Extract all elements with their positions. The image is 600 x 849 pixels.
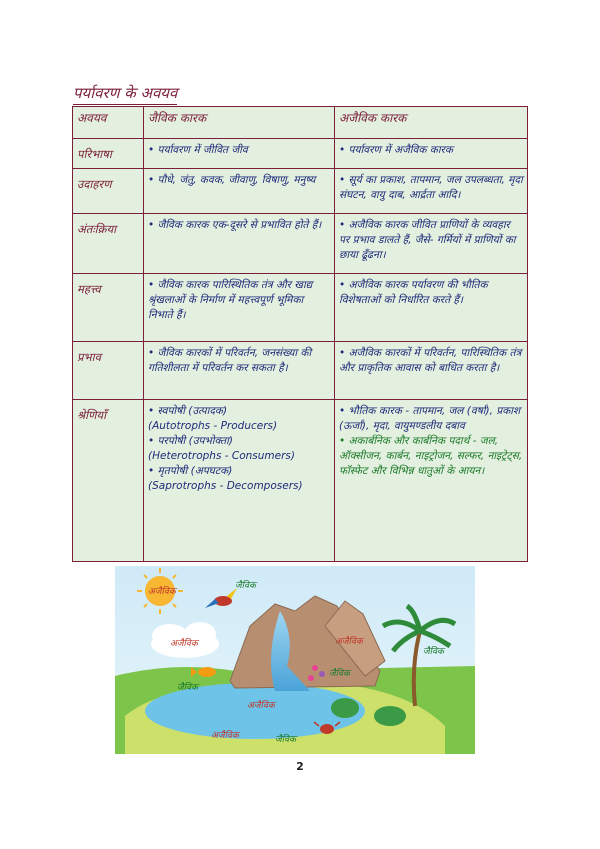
header-abiotic: अजैविक कारक bbox=[335, 107, 528, 139]
label-ground: अजैविक bbox=[211, 731, 239, 741]
biotic-cell bbox=[144, 400, 335, 562]
ecosystem-illustration bbox=[115, 566, 475, 754]
table-row bbox=[73, 139, 528, 169]
row-label: प्रभाव bbox=[73, 342, 144, 400]
biotic-point: • मृतपोषी (अपघटक) bbox=[148, 465, 233, 477]
biotic-cell bbox=[144, 169, 335, 214]
label-crab: जैविक bbox=[275, 735, 296, 745]
biotic-point: • स्वपोषी (उत्पादक) bbox=[148, 405, 228, 417]
row-label: श्रेणियाँ bbox=[73, 400, 144, 562]
abiotic-cell bbox=[335, 274, 528, 342]
label-fish: जैविक bbox=[177, 683, 198, 693]
abiotic-point: • सूर्य का प्रकाश, तापमान, जल उपलब्धता, मृदा संघटन, वायु दाब, आर्द्रता आदि। bbox=[339, 174, 523, 201]
abiotic-cell bbox=[335, 342, 528, 400]
biotic-point: • पर्यावरण में जीवित जीव bbox=[148, 144, 248, 156]
header-biotic: जैविक कारक bbox=[144, 107, 335, 139]
table-row bbox=[73, 214, 528, 274]
table-row bbox=[73, 274, 528, 342]
row-label: परिभाषा bbox=[73, 139, 144, 169]
biotic-point: • पौधे, जंतु, कवक, जीवाणु, विषाणु, मनुष्य bbox=[148, 174, 316, 186]
biotic-point: • जैविक कारक एक-दूसरे से प्रभावित होते हैं। bbox=[148, 219, 322, 231]
row-label: उदाहरण bbox=[73, 169, 144, 214]
abiotic-point: • अजैविक कारकों में परिवर्तन, पारिस्थितिक तंत्र और प्राकृतिक आवास को बाधित करता है। bbox=[339, 347, 522, 374]
biotic-cell bbox=[144, 139, 335, 169]
biotic-cell bbox=[144, 342, 335, 400]
label-cloud: अजैविक bbox=[170, 639, 198, 649]
biotic-cell bbox=[144, 274, 335, 342]
abiotic-cell bbox=[335, 400, 528, 562]
label-flowers: जैविक bbox=[329, 669, 350, 679]
abiotic-cell bbox=[335, 214, 528, 274]
abiotic-point: • अकार्बनिक और कार्बनिक पदार्थ - जल, ऑक्सीजन, कार्बन, नाइट्रोजन, सल्फर, नाइट्रेट्स, फॉस्फेट और विभिन्न धातुओं के आयन। bbox=[339, 435, 523, 477]
components-table bbox=[72, 106, 528, 562]
biotic-point: • जैविक कारकों में परिवर्तन, जनसंख्या की गतिशीलता में परिवर्तन कर सकता है। bbox=[148, 347, 312, 374]
abiotic-point: • अजैविक कारक पर्यावरण की भौतिक विशेषताओं को निर्धारित करते हैं। bbox=[339, 279, 488, 306]
label-bird: जैविक bbox=[235, 581, 256, 591]
table-row bbox=[73, 400, 528, 562]
row-label: अंतःक्रिया bbox=[73, 214, 144, 274]
abiotic-point: • भौतिक कारक - तापमान, जल (वर्षा), प्रकाश (ऊर्जा), मृदा, वायुमण्डलीय दबाव bbox=[339, 405, 521, 432]
header-component: अवयव bbox=[73, 107, 144, 139]
table-row bbox=[73, 169, 528, 214]
label-rock: अजैविक bbox=[335, 637, 363, 647]
abiotic-cell bbox=[335, 169, 528, 214]
biotic-point: (Autotrophs - Producers) bbox=[148, 420, 278, 432]
biotic-point: (Heterotrophs - Consumers) bbox=[148, 450, 295, 462]
table-row bbox=[73, 342, 528, 400]
page-title: पर्यावरण के अवयव bbox=[73, 83, 177, 105]
abiotic-cell bbox=[335, 139, 528, 169]
biotic-point: • जैविक कारक पारिस्थितिक तंत्र और खाद्य श्रृंखलाओं के निर्माण में महत्त्वपूर्ण भूमिका निभाते हैं। bbox=[148, 279, 313, 321]
biotic-point: (Saprotrophs - Decomposers) bbox=[148, 480, 303, 492]
abiotic-point: • अजैविक कारक जीवित प्राणियों के व्यवहार पर प्रभाव डालते हैं, जैसे- गर्मियों में प्राणियों का छाया ढूँढना। bbox=[339, 219, 516, 261]
row-label: महत्त्व bbox=[73, 274, 144, 342]
label-sun: अजैविक bbox=[148, 587, 176, 597]
biotic-cell bbox=[144, 214, 335, 274]
abiotic-point: • पर्यावरण में अजैविक कारक bbox=[339, 144, 453, 156]
label-water: अजैविक bbox=[247, 701, 275, 711]
biotic-point: • परपोषी (उपभोक्ता) bbox=[148, 435, 233, 447]
label-palm: जैविक bbox=[423, 647, 444, 657]
page-number: 2 bbox=[296, 760, 304, 773]
